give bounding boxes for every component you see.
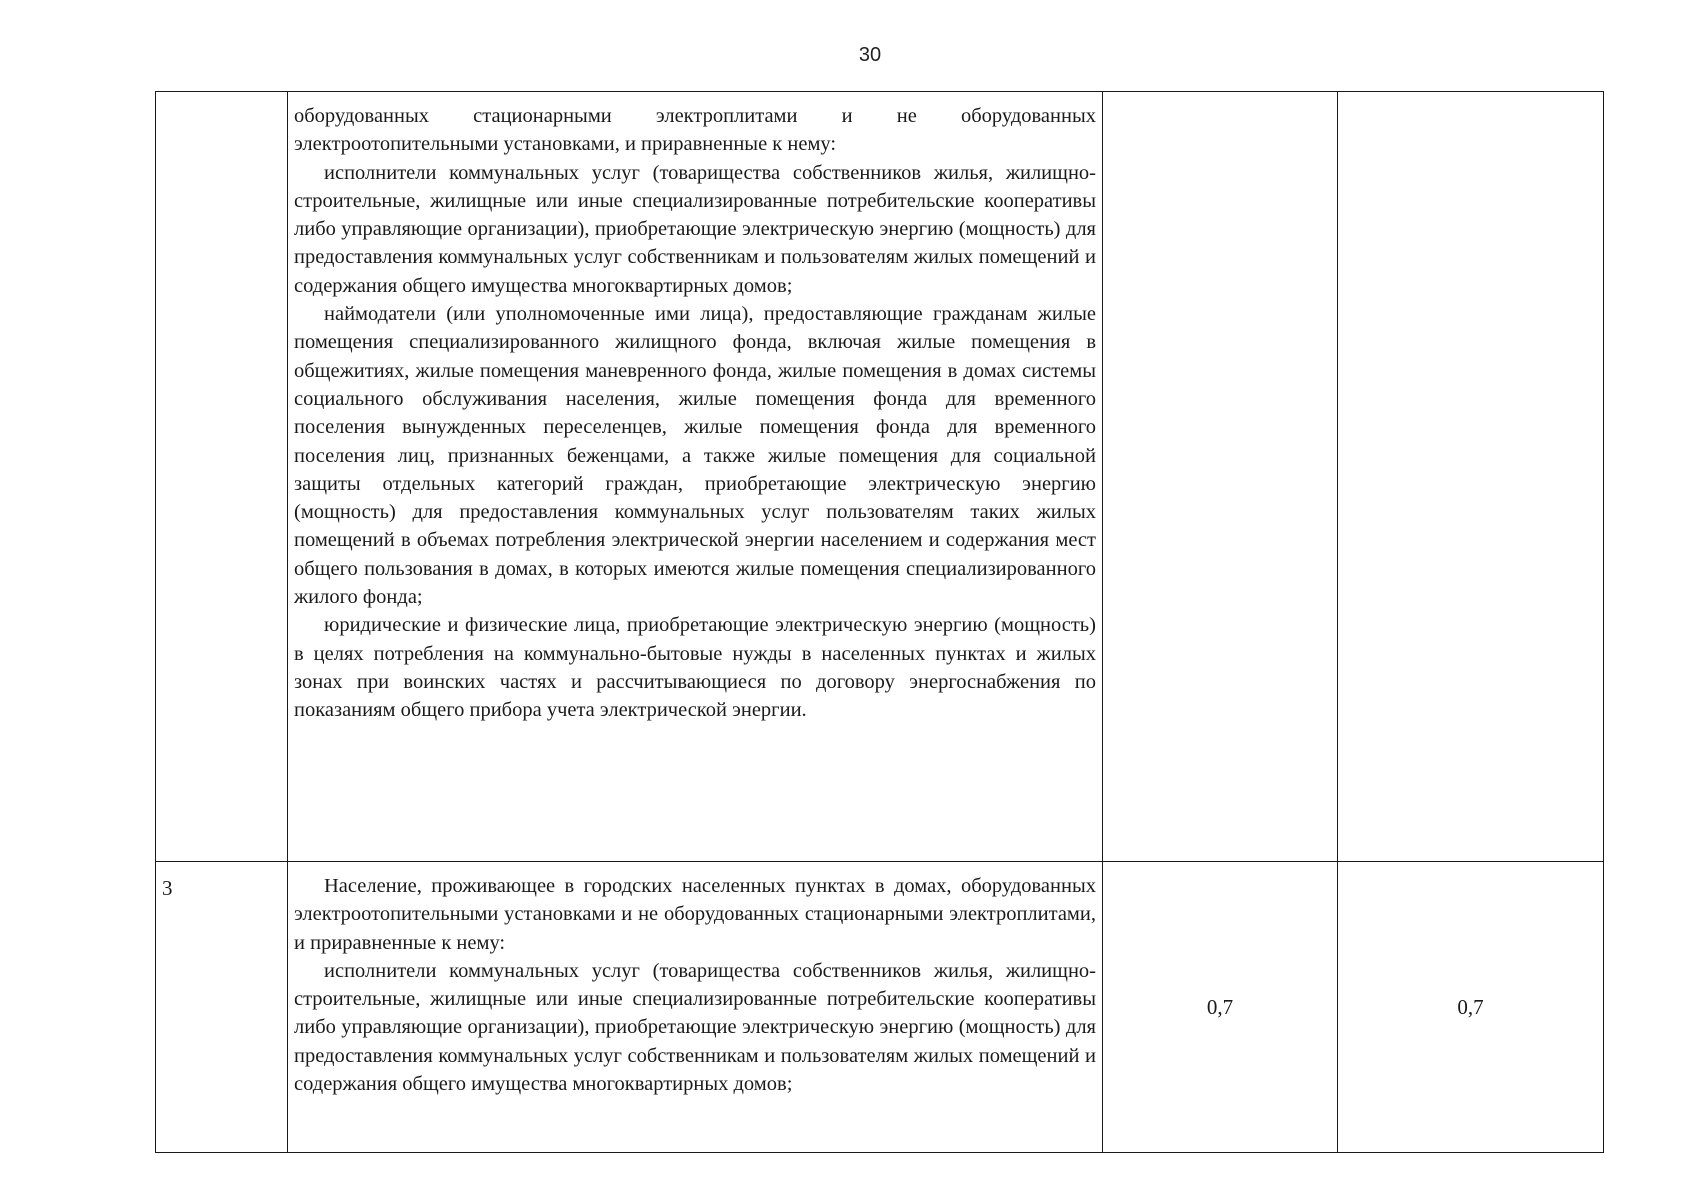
- value-cell-2: [1338, 92, 1604, 862]
- value-cell-2: 0,7: [1338, 862, 1604, 1153]
- table-row: [156, 862, 1604, 1153]
- row-number-cell: [156, 92, 288, 862]
- value-cell-1: [1103, 92, 1338, 862]
- paragraph: оборудованных стационарными электроплитами и не оборудованных электроотопительными установками, и приравненные к нему:: [294, 105, 1096, 156]
- value-cell-1: 0,7: [1103, 862, 1338, 1153]
- page-number: 30: [858, 44, 882, 66]
- row-number-cell: 3: [156, 862, 288, 1153]
- table-row: [156, 92, 1604, 862]
- paragraph: исполнители коммунальных услуг (товарищества собственников жилья, жилищно-строительные, жилищные или иные специализированные потребительские кооперативы либо управляющие организации), приобретающие электрическую энергию (мощность) для предоставления коммунальных услуг собственникам и пользователям жилых помещений и содержания общего имущества многоквартирных домов;: [294, 959, 1096, 1096]
- description-cell: [288, 862, 1103, 1153]
- paragraph: юридические и физические лица, приобретающие электрическую энергию (мощность) в целях потребления на коммунально-бытовые нужды в населенных пунктах и жилых зонах при воинских частях и рассчитывающиеся по договору энергоснабжения по показаниям общего прибора учета электрической энергии.: [294, 614, 1096, 722]
- description-cell: [288, 92, 1103, 862]
- tariff-table: [155, 91, 1604, 1153]
- paragraph: исполнители коммунальных услуг (товарищества собственников жилья, жилищно-строительные, жилищные или иные специализированные потребительские кооперативы либо управляющие организации), приобретающие электрическую энергию (мощность) для предоставления коммунальных услуг собственникам и пользователям жилых помещений и содержания общего имущества многоквартирных домов;: [294, 161, 1096, 297]
- paragraph: Население, проживающее в городских населенных пунктах в домах, оборудованных электроотопительными установками и не оборудованных стационарными электроплитами, и приравненные к нему:: [294, 875, 1096, 954]
- paragraph: наймодатели (или уполномоченные ими лица), предоставляющие гражданам жилые помещения специализированного жилищного фонда, включая жилые помещения в общежитиях, жилые помещения маневренного фонда, жилые помещения в домах системы социального обслуживания населения, жилые помещения фонда для временного поселения вынужденных переселенцев, жилые помещения фонда для временного поселения лиц, признанных беженцами, а также жилые помещения для социальной защиты отдельных категорий граждан, приобретающие электрическую энергию (мощность) для предоставления коммунальных услуг пользователям таких жилых помещений в объемах потребления электрической энергии населением и содержания мест общего пользования в домах, в которых имеются жилые помещения специализированного жилого фонда;: [294, 303, 1096, 609]
